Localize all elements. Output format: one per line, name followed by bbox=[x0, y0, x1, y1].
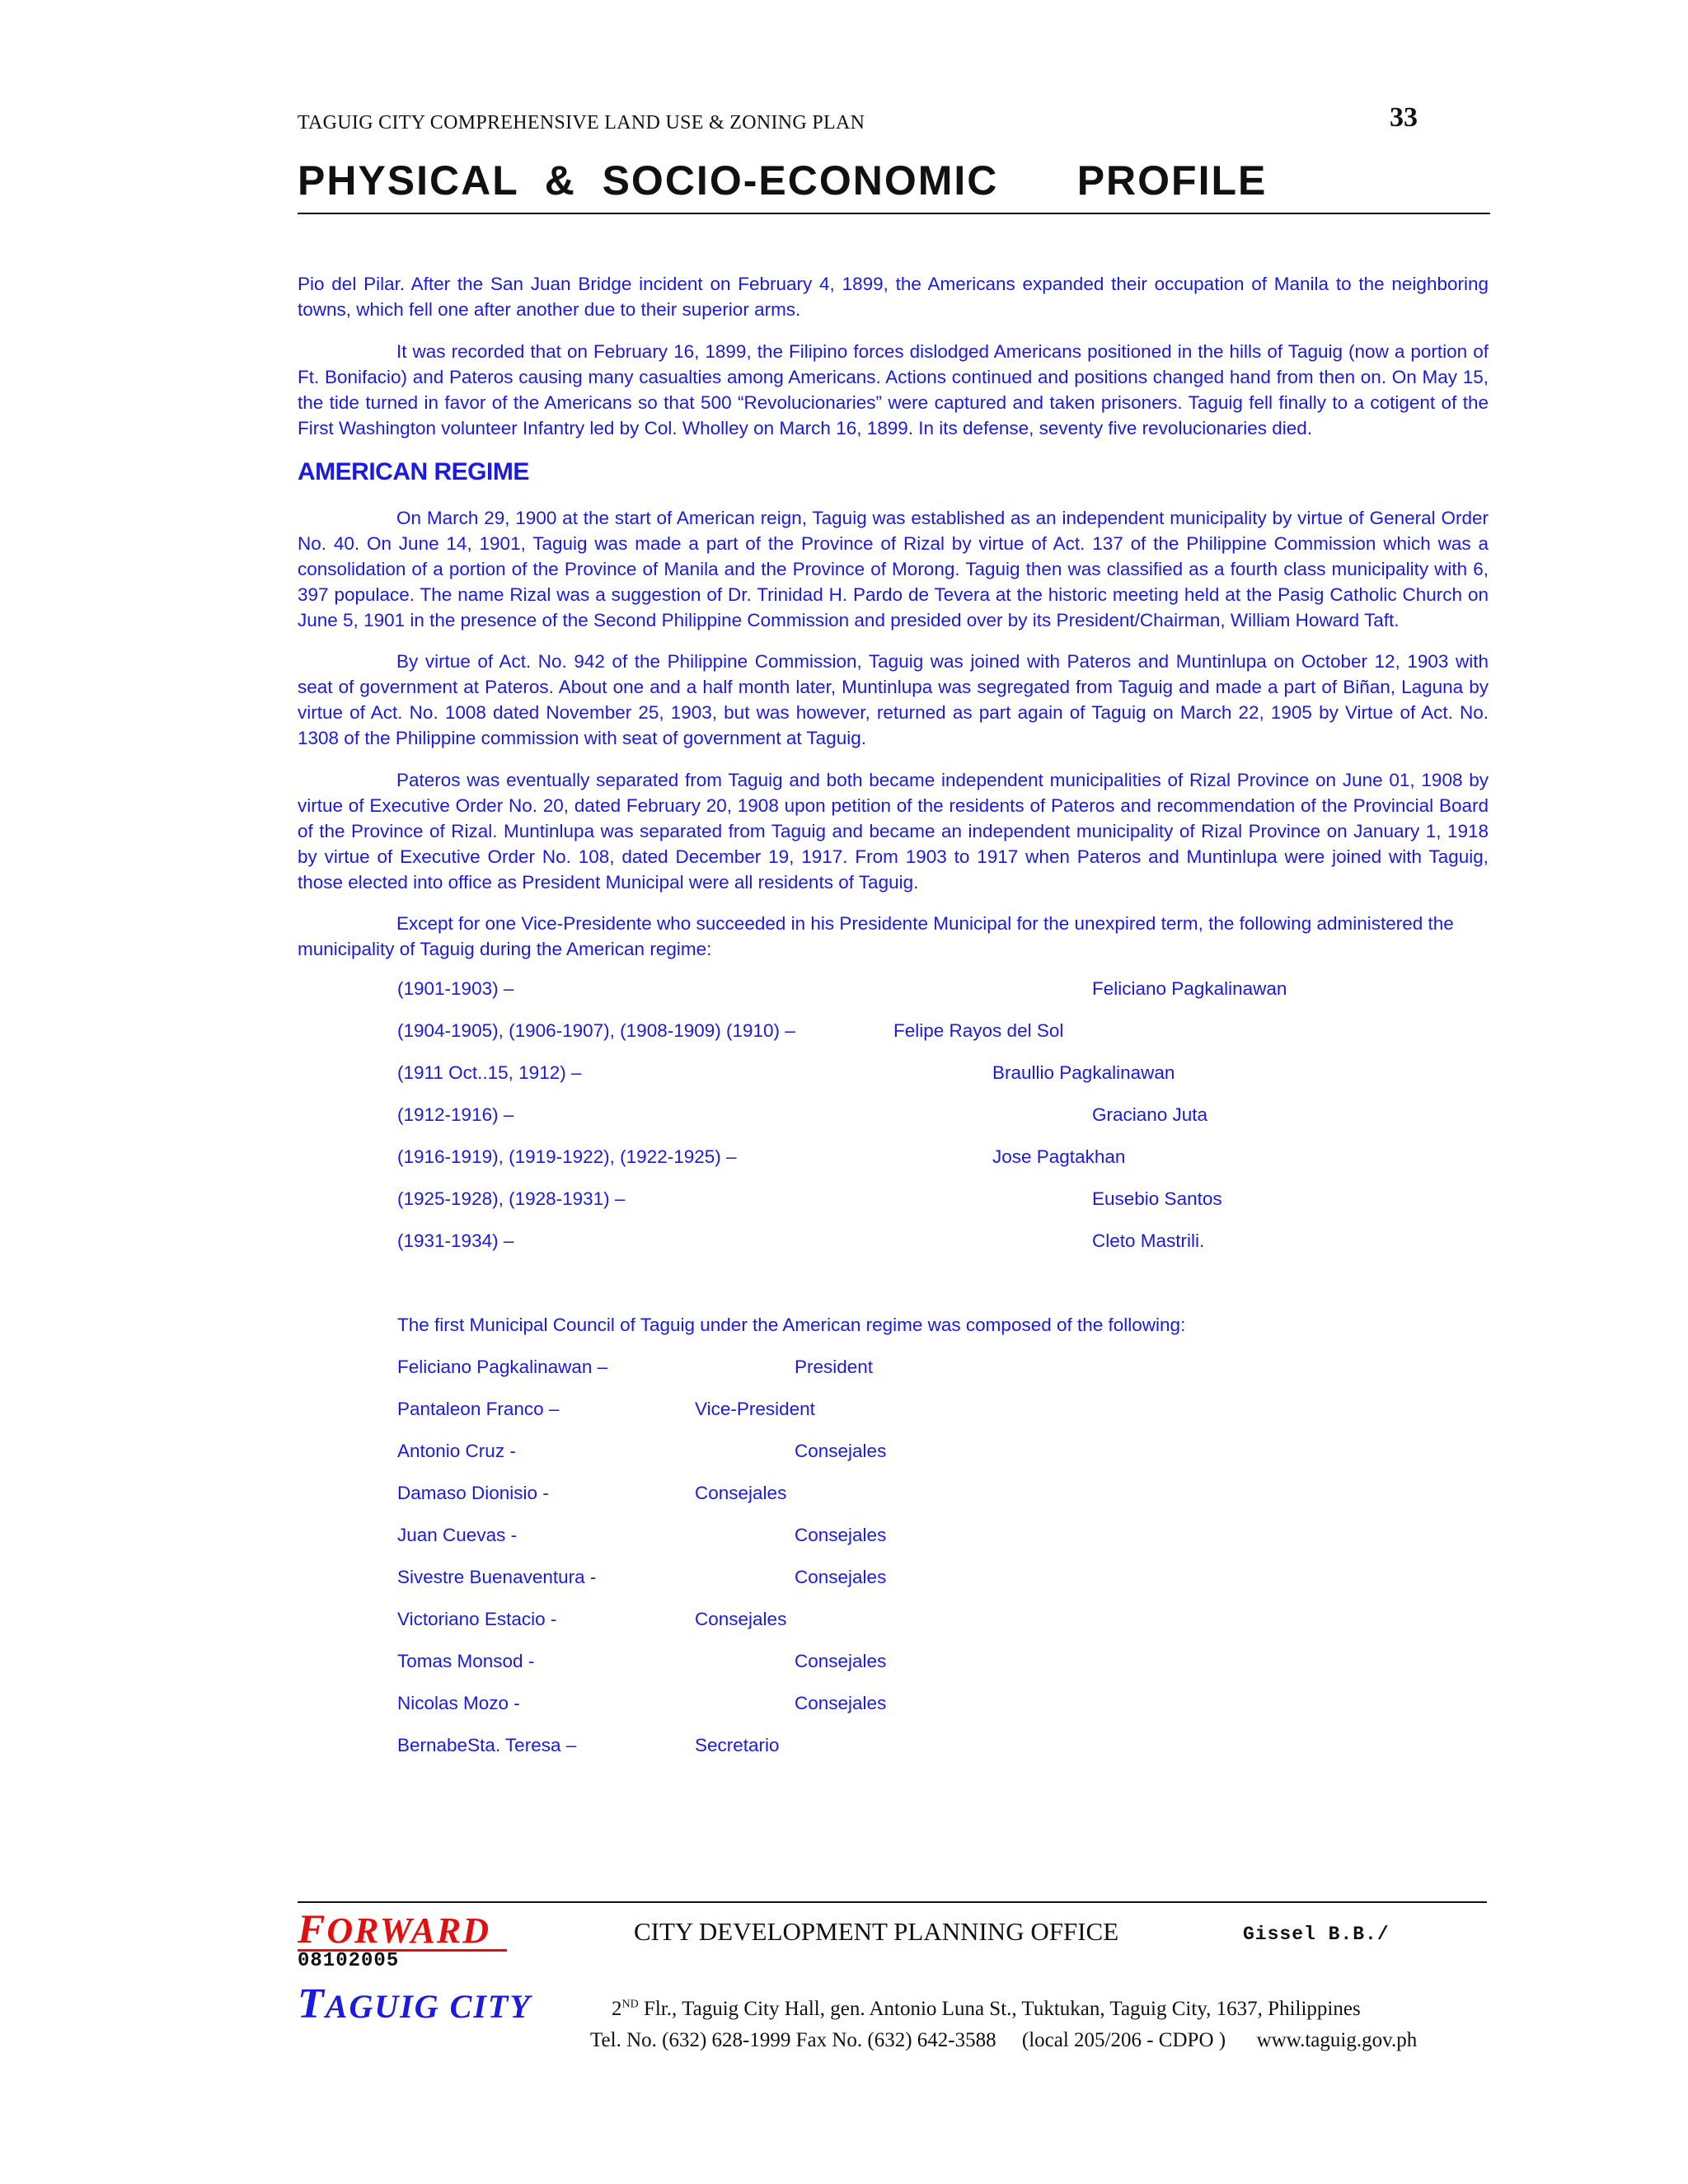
forward-logo bbox=[298, 1905, 507, 1952]
paragraph-2 bbox=[298, 339, 1489, 441]
paragraph-2-text: It was recorded that on February 16, 1899, the Filipino forces dislodged Americans positioned in the hills of Taguig (now a portion of Ft. Bonifacio) and Pateros causing many casualties among Americans. Actions continued and positions changed hand from then on. On May 15, the tide turned in favor of the Americans so that 500 “Revolucionaries” were captured and taken prisoners. Taguig fell finally to a cotigent of the First Washington volunteer Infantry led by Col. Wholley on March 16, 1899. In its defense, seventy five revolucionaries died. bbox=[298, 341, 1489, 438]
taguig-logo-rest: AGUIG CITY bbox=[325, 1988, 532, 2025]
paragraph-3-text: On March 29, 1900 at the start of American reign, Taguig was established as an independent municipality by virtue of General Order No. 40. On June 14, 1901, Taguig was made a part of the Province of Rizal by virtue of Act. 137 of the Philippine Commission which was a consolidation of a portion of the Province of Manila and the Province of Morong. Taguig then was classified as a fourth class municipality with 6, 397 populace. The name Rizal was a suggestion of Dr. Trinidad H. Pardo de Tevera at the historic meeting held at the Pasig Catholic Church on June 5, 1901 in the presence of the Second Philippine Commission and presided over by its President/Chairman, William Howard Taft. bbox=[298, 508, 1489, 630]
paragraph-4 bbox=[298, 649, 1489, 751]
office-address bbox=[612, 1998, 1361, 2021]
document-code: 08102005 bbox=[298, 1950, 400, 1972]
president-name-5: Jose Pagtakhan bbox=[992, 1146, 1126, 1167]
paragraph-4-text: By virtue of Act. No. 942 of the Philippine Commission, Taguig was joined with Pateros and Muntinlupa on October 12, 1903 with seat of government at Pateros. About one and a half month later, Muntinlupa was segregated from Taguig and made a part of Biñan, Laguna by virtue of Act. No. 1008 dated November 25, 1903, but was however, returned as part again of Taguig on March 22, 1905 by Virtue of Act. No. 1308 of the Philippine commission with seat of government at Taguig. bbox=[298, 651, 1489, 748]
document-title: TAGUIG CITY COMPREHENSIVE LAND USE & ZONING PLAN bbox=[298, 112, 865, 134]
paragraph-5 bbox=[298, 767, 1489, 895]
president-years-6: (1925-1928), (1928-1931) – bbox=[397, 1188, 626, 1209]
council-role-1: President bbox=[795, 1357, 874, 1377]
section-title: PHYSICAL & SOCIO-ECONOMIC PROFILE bbox=[298, 157, 1268, 204]
council-name-1: Feliciano Pagkalinawan – bbox=[397, 1357, 608, 1377]
council-name-9: Nicolas Mozo - bbox=[397, 1693, 520, 1713]
forward-logo-initial: F bbox=[298, 1905, 327, 1952]
page-number: 33 bbox=[1390, 102, 1418, 133]
address-floor-suffix: ND bbox=[621, 1998, 639, 2011]
american-regime-heading: AMERICAN REGIME bbox=[298, 458, 529, 485]
address-floor: 2 bbox=[612, 1998, 622, 2020]
forward-logo-rest: ORWARD bbox=[326, 1910, 491, 1951]
council-role-2: Vice-President bbox=[695, 1399, 815, 1419]
president-years-1: (1901-1903) – bbox=[397, 978, 514, 999]
president-years-2: (1904-1905), (1906-1907), (1908-1909) (1910) – bbox=[397, 1020, 795, 1041]
address-text: Flr., Taguig City Hall, gen. Antonio Luna St., Tuktukan, Taguig City, 1637, Philippines bbox=[638, 1998, 1361, 2020]
council-name-3: Antonio Cruz - bbox=[397, 1441, 516, 1461]
council-name-10: BernabeSta. Teresa – bbox=[397, 1735, 577, 1755]
president-name-1: Feliciano Pagkalinawan bbox=[1092, 978, 1287, 999]
council-role-10: Secretario bbox=[695, 1735, 780, 1755]
paragraph-1: Pio del Pilar. After the San Juan Bridge incident on February 4, 1899, the Americans expanded their occupation of Manila to the neighboring towns, which fell one after another due to their superior arms. bbox=[298, 274, 1489, 320]
president-years-3: (1911 Oct..15, 1912) – bbox=[397, 1062, 582, 1083]
council-role-8: Consejales bbox=[795, 1651, 887, 1671]
paragraph-5-text: Pateros was eventually separated from Taguig and both became independent municipalities of Rizal Province on June 01, 1908 by virtue of Executive Order No. 20, dated February 20, 1908 upon petition of the residents of Pateros and recommendation of the Provincial Board of the Province of Rizal. Muntinlupa was separated from Taguig and became an independent municipality of Rizal Province on January 1, 1918 by virtue of Executive Order No. 108, dated December 19, 1917. From 1903 to 1917 when Pateros and Muntinlupa were joined with Taguig, those elected into office as President Municipal were all residents of Taguig. bbox=[298, 770, 1489, 893]
council-name-8: Tomas Monsod - bbox=[397, 1651, 535, 1671]
president-years-5: (1916-1919), (1919-1922), (1922-1925) – bbox=[397, 1146, 737, 1167]
author-initials: Gissel B.B./ bbox=[1243, 1924, 1390, 1945]
paragraph-6-text: Except for one Vice-Presidente who succeeded in his Presidente Municipal for the unexpired term, the following administered the municipality of Taguig during the American regime: bbox=[298, 913, 1454, 959]
president-years-7: (1931-1934) – bbox=[397, 1230, 514, 1251]
header-rule bbox=[298, 213, 1490, 214]
president-name-2: Felipe Rayos del Sol bbox=[893, 1020, 1064, 1041]
president-name-7: Cleto Mastrili. bbox=[1092, 1230, 1205, 1251]
paragraph-6 bbox=[298, 911, 1489, 962]
president-years-4: (1912-1916) – bbox=[397, 1104, 514, 1125]
council-role-5: Consejales bbox=[795, 1525, 887, 1545]
council-name-5: Juan Cuevas - bbox=[397, 1525, 518, 1545]
council-role-6: Consejales bbox=[795, 1567, 887, 1587]
paragraph-7: The first Municipal Council of Taguig under the American regime was composed of the following: bbox=[397, 1315, 1186, 1335]
council-name-2: Pantaleon Franco – bbox=[397, 1399, 560, 1419]
council-name-4: Damaso Dionisio - bbox=[397, 1483, 549, 1503]
president-name-6: Eusebio Santos bbox=[1092, 1188, 1222, 1209]
council-name-7: Victoriano Estacio - bbox=[397, 1609, 557, 1629]
paragraph-3 bbox=[298, 505, 1489, 633]
council-role-9: Consejales bbox=[795, 1693, 887, 1713]
president-name-4: Graciano Juta bbox=[1092, 1104, 1208, 1125]
office-name: CITY DEVELOPMENT PLANNING OFFICE bbox=[634, 1917, 1119, 1946]
council-role-7: Consejales bbox=[695, 1609, 787, 1629]
council-role-4: Consejales bbox=[695, 1483, 787, 1503]
contact-line: Tel. No. (632) 628-1999 Fax No. (632) 642-3588 (local 205/206 - CDPO ) www.taguig.gov.ph bbox=[590, 2029, 1418, 2051]
footer-rule bbox=[298, 1901, 1487, 1903]
taguig-logo-initial: T bbox=[298, 1980, 326, 2027]
taguig-city-logo bbox=[298, 1980, 532, 2028]
council-name-6: Sivestre Buenaventura - bbox=[397, 1567, 597, 1587]
president-name-3: Braullio Pagkalinawan bbox=[992, 1062, 1175, 1083]
council-role-3: Consejales bbox=[795, 1441, 887, 1461]
